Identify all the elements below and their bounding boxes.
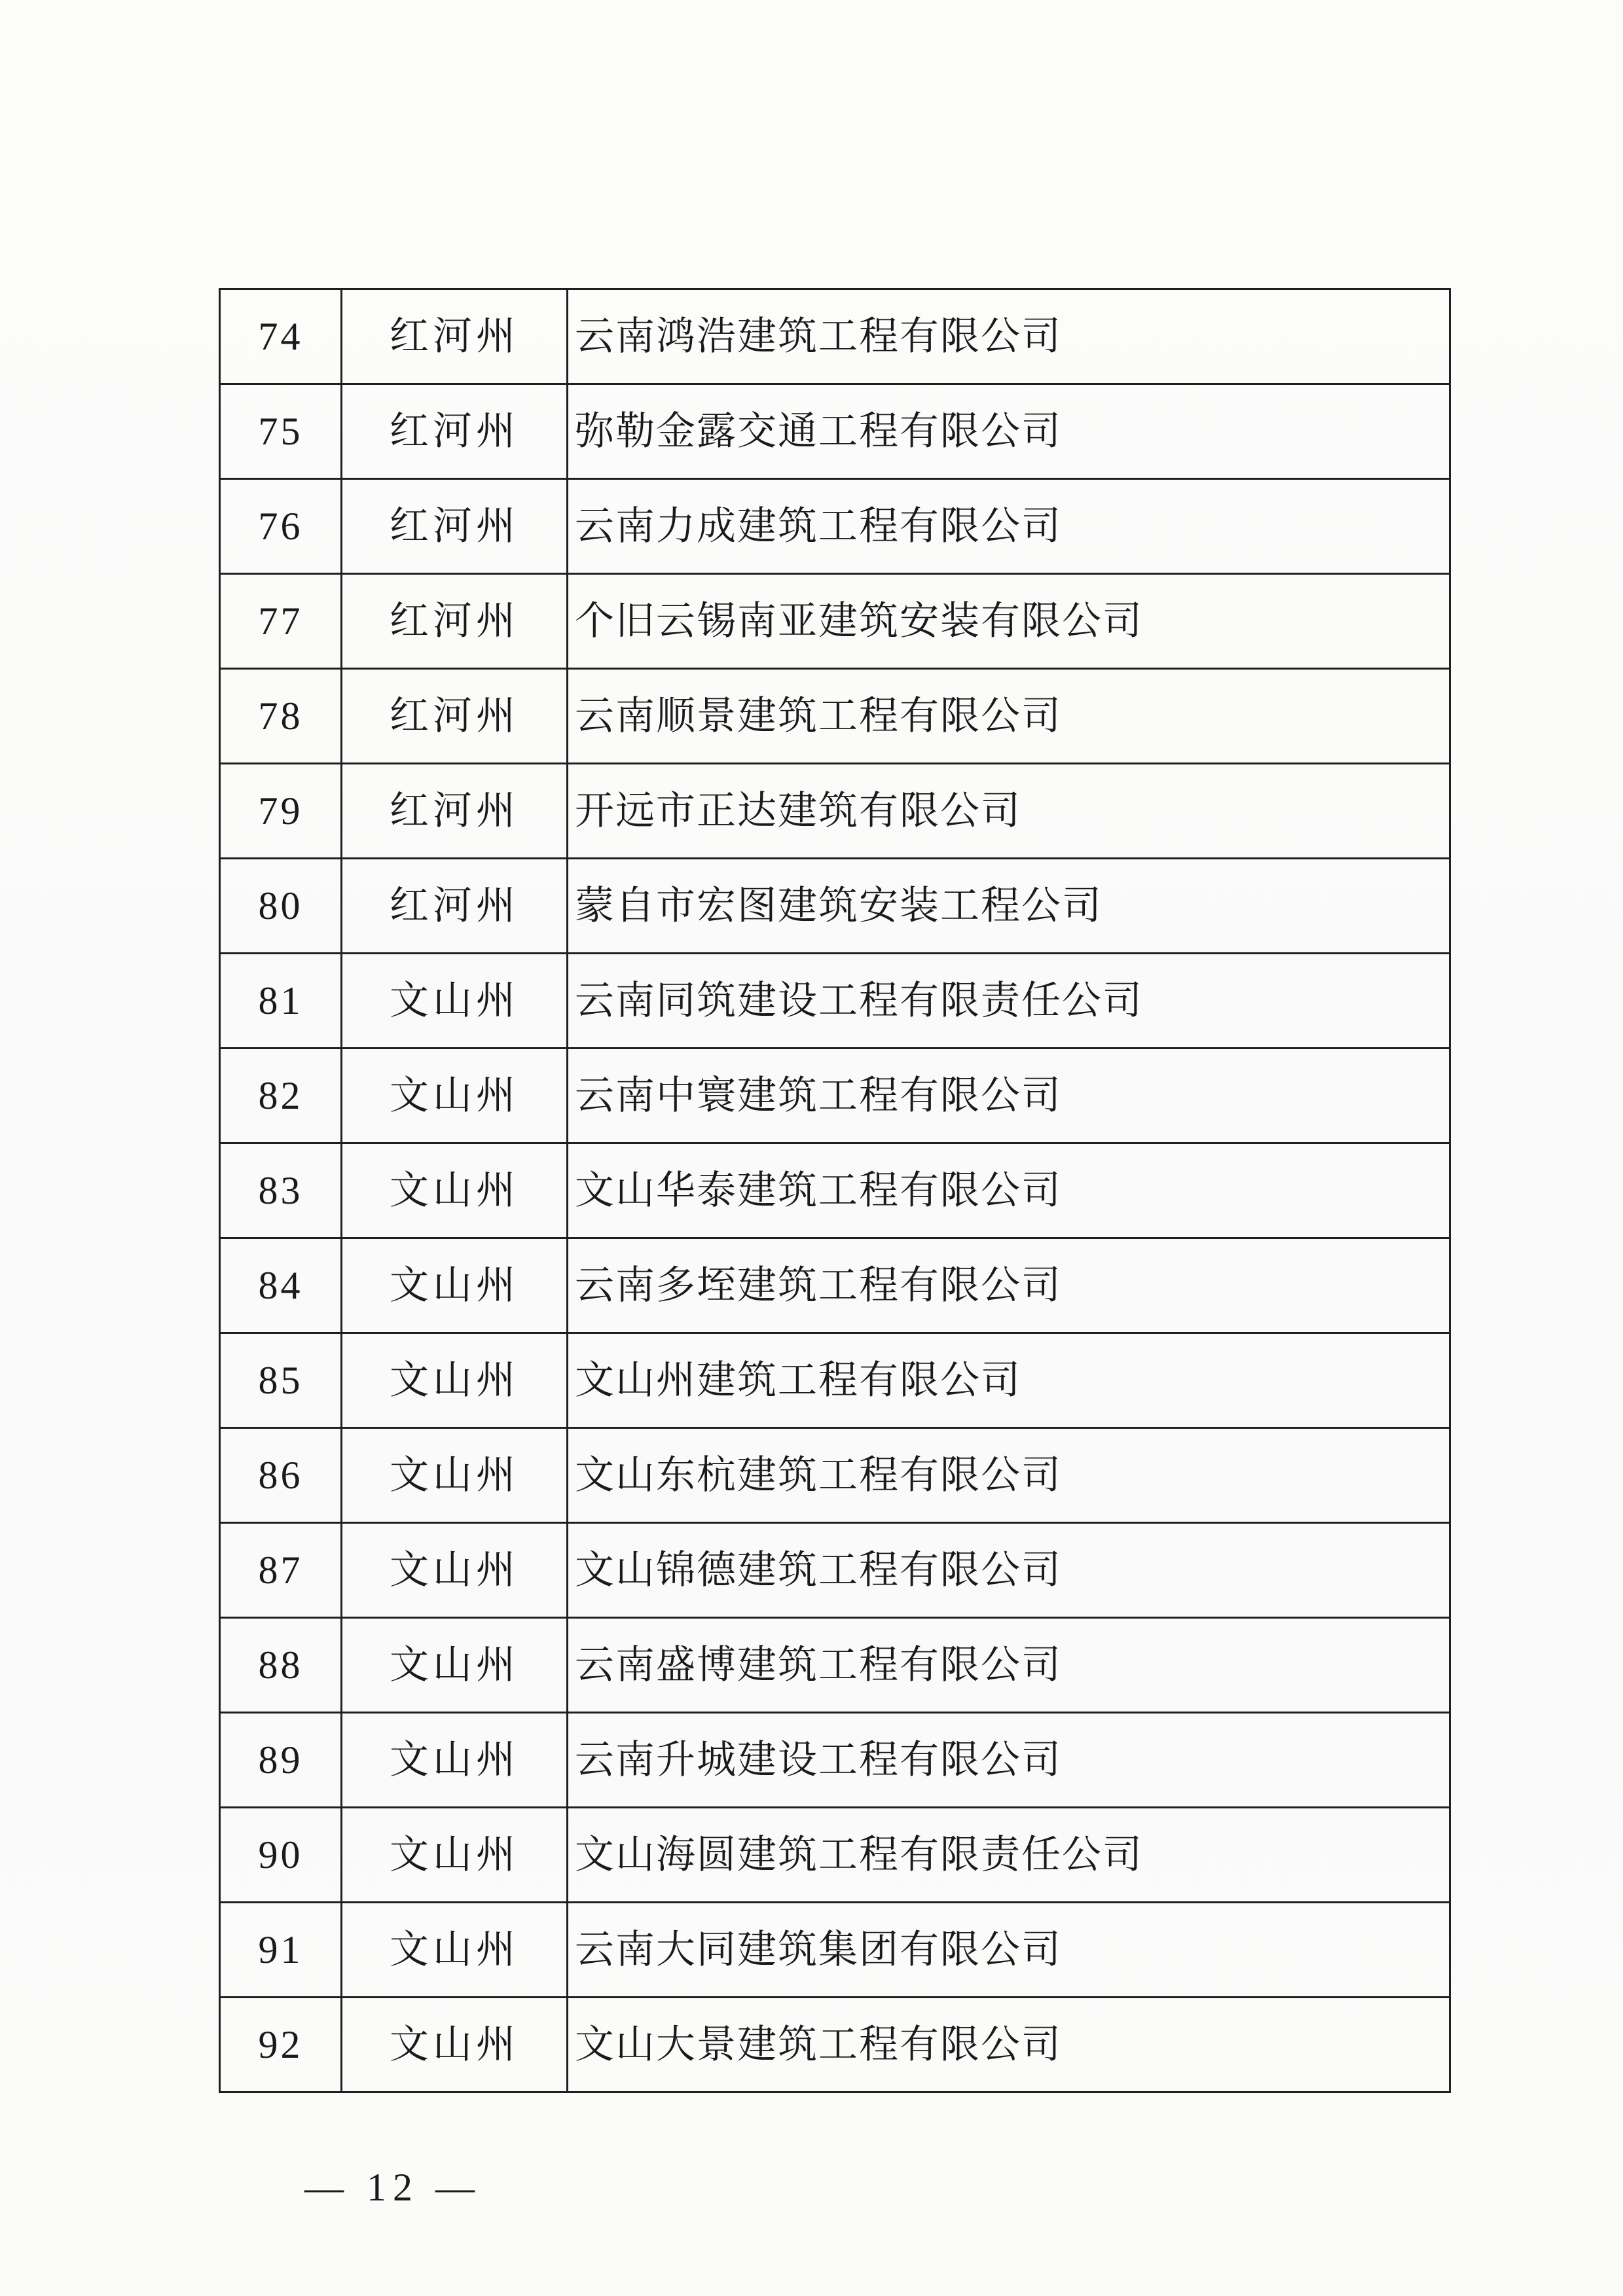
- company-name-cell: 文山华泰建筑工程有限公司: [568, 1143, 1450, 1238]
- company-name-cell: 云南鸿浩建筑工程有限公司: [568, 289, 1450, 384]
- row-number-cell: 85: [220, 1333, 342, 1428]
- company-name-cell: 云南多垤建筑工程有限公司: [568, 1238, 1450, 1333]
- company-name-cell: 开远市正达建筑有限公司: [568, 764, 1450, 859]
- row-number-cell: 86: [220, 1428, 342, 1523]
- company-name-cell: 弥勒金露交通工程有限公司: [568, 384, 1450, 479]
- company-name-cell: 云南升城建设工程有限公司: [568, 1713, 1450, 1808]
- row-number-cell: 90: [220, 1808, 342, 1903]
- region-cell: 文山州: [342, 1428, 568, 1523]
- region-cell: 文山州: [342, 1143, 568, 1238]
- row-number-cell: 80: [220, 859, 342, 954]
- row-number-cell: 92: [220, 1998, 342, 2092]
- row-number-cell: 82: [220, 1049, 342, 1143]
- table-row: [220, 1143, 1450, 1238]
- region-cell: 红河州: [342, 289, 568, 384]
- company-name-cell: 云南力成建筑工程有限公司: [568, 479, 1450, 574]
- region-cell: 文山州: [342, 1618, 568, 1713]
- region-cell: 红河州: [342, 574, 568, 669]
- row-number-cell: 84: [220, 1238, 342, 1333]
- region-cell: 红河州: [342, 859, 568, 954]
- region-cell: 红河州: [342, 384, 568, 479]
- table-row: [220, 1618, 1450, 1713]
- table-row: [220, 1998, 1450, 2092]
- row-number-cell: 74: [220, 289, 342, 384]
- region-cell: 红河州: [342, 764, 568, 859]
- company-name-cell: 文山东杭建筑工程有限公司: [568, 1428, 1450, 1523]
- table-row: [220, 1238, 1450, 1333]
- company-name-cell: 文山州建筑工程有限公司: [568, 1333, 1450, 1428]
- region-cell: 文山州: [342, 1523, 568, 1618]
- company-name-cell: 云南盛博建筑工程有限公司: [568, 1618, 1450, 1713]
- company-name-cell: 文山锦德建筑工程有限公司: [568, 1523, 1450, 1618]
- company-name-cell: 云南中寰建筑工程有限公司: [568, 1049, 1450, 1143]
- row-number-cell: 75: [220, 384, 342, 479]
- table-row: [220, 954, 1450, 1049]
- region-cell: 文山州: [342, 1333, 568, 1428]
- region-cell: 文山州: [342, 954, 568, 1049]
- row-number-cell: 83: [220, 1143, 342, 1238]
- table-row: [220, 1903, 1450, 1998]
- row-number-cell: 79: [220, 764, 342, 859]
- company-name-cell: 文山大景建筑工程有限公司: [568, 1998, 1450, 2092]
- table-row: [220, 1049, 1450, 1143]
- row-number-cell: 76: [220, 479, 342, 574]
- table-row: [220, 574, 1450, 669]
- row-number-cell: 77: [220, 574, 342, 669]
- company-name-cell: 云南顺景建筑工程有限公司: [568, 669, 1450, 764]
- table-row: [220, 1808, 1450, 1903]
- company-name-cell: 云南同筑建设工程有限责任公司: [568, 954, 1450, 1049]
- company-name-cell: 文山海圆建筑工程有限责任公司: [568, 1808, 1450, 1903]
- table-row: [220, 764, 1450, 859]
- table-row: [220, 859, 1450, 954]
- table-row: [220, 1713, 1450, 1808]
- row-number-cell: 91: [220, 1903, 342, 1998]
- region-cell: 文山州: [342, 1238, 568, 1333]
- row-number-cell: 88: [220, 1618, 342, 1713]
- region-cell: 文山州: [342, 1713, 568, 1808]
- company-name-cell: 蒙自市宏图建筑安装工程公司: [568, 859, 1450, 954]
- table-row: [220, 669, 1450, 764]
- region-cell: 文山州: [342, 1049, 568, 1143]
- table-row: [220, 289, 1450, 384]
- region-cell: 红河州: [342, 479, 568, 574]
- table-row: [220, 479, 1450, 574]
- company-name-cell: 个旧云锡南亚建筑安装有限公司: [568, 574, 1450, 669]
- row-number-cell: 81: [220, 954, 342, 1049]
- company-roster-body: [220, 289, 1450, 2092]
- company-roster-table: [219, 288, 1451, 2093]
- row-number-cell: 78: [220, 669, 342, 764]
- table-row: [220, 1523, 1450, 1618]
- table-row: [220, 384, 1450, 479]
- row-number-cell: 89: [220, 1713, 342, 1808]
- row-number-cell: 87: [220, 1523, 342, 1618]
- page-number: — 12 —: [304, 2166, 481, 2209]
- region-cell: 红河州: [342, 669, 568, 764]
- region-cell: 文山州: [342, 1808, 568, 1903]
- region-cell: 文山州: [342, 1998, 568, 2092]
- table-row: [220, 1428, 1450, 1523]
- region-cell: 文山州: [342, 1903, 568, 1998]
- company-name-cell: 云南大同建筑集团有限公司: [568, 1903, 1450, 1998]
- table-row: [220, 1333, 1450, 1428]
